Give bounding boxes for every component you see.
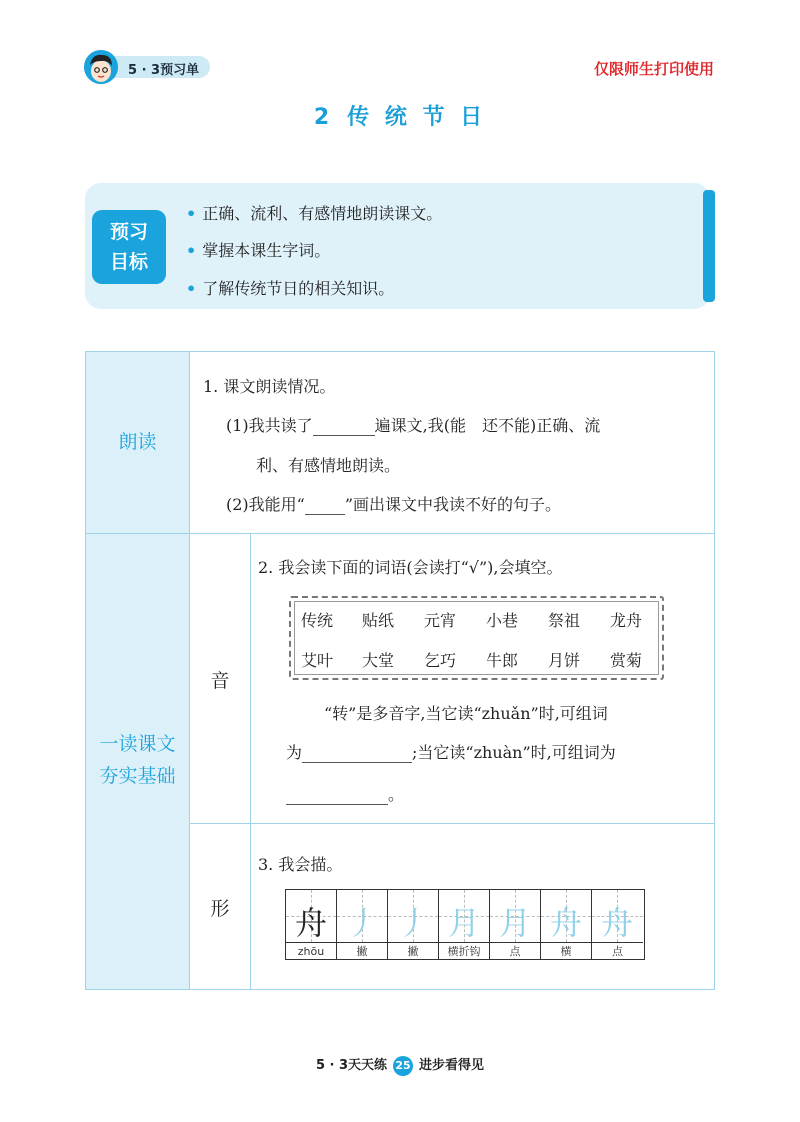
page-title [0, 100, 800, 131]
goal-item: • 了解传统节日的相关知识。 [186, 279, 395, 298]
stroke-caption: 点 [490, 942, 541, 960]
bullet-icon: • [186, 279, 197, 298]
blank-field[interactable] [302, 745, 412, 763]
reading-label: 朗读 [118, 431, 157, 453]
word-item: 传统 [301, 611, 334, 630]
polyphone-text: “转”是多音字,当它读“zhuǎn”时,可组词 [324, 704, 608, 723]
word-item: 龙舟 [610, 611, 643, 630]
goal-item: • 正确、流利、有感情地朗读课文。 [186, 204, 443, 223]
stroke-caption: 点 [592, 942, 643, 960]
section-label: 一读课文 夯实基础 [99, 733, 176, 787]
blank-field[interactable] [305, 497, 345, 515]
stroke-cell[interactable]: 舟 [541, 890, 592, 942]
question-1a: (1)我共读了 遍课文,我(能 还不能)正确、流 [226, 416, 601, 435]
stroke-cell[interactable]: 舟 [592, 890, 643, 942]
word-item: 月饼 [548, 651, 581, 670]
word-box [289, 596, 664, 680]
goals-tag-line2: 目标 [109, 251, 148, 273]
char-cell: 舟 [286, 890, 337, 942]
goals-accent-bar [703, 190, 715, 302]
word-item: 大堂 [362, 651, 395, 670]
stroke-caption: 横折钩 [439, 942, 490, 960]
polyphone-text-2: 为 ;当它读“zhuàn”时,可组词为 [286, 743, 616, 762]
footer-left: 5 · 3天天练 [315, 1058, 388, 1073]
stroke-cell[interactable]: 月 [439, 890, 490, 942]
mascot-face-icon [84, 50, 118, 84]
word-item: 乞巧 [424, 651, 457, 670]
question-1b: (2)我能用“ ”画出课文中我读不好的句子。 [226, 495, 562, 514]
goals-tag-line1: 预习 [109, 221, 148, 243]
brand-badge [84, 50, 210, 84]
word-item: 小巷 [486, 611, 519, 630]
pinyin-caption: zhōu [286, 942, 337, 960]
word-item: 赏菊 [610, 651, 643, 670]
table-border-right [714, 351, 715, 990]
question-3-title: 3. 我会描。 [258, 855, 343, 874]
sound-label: 音 [210, 670, 230, 692]
goal-item: • 掌握本课生字词。 [186, 241, 331, 260]
lesson-title: 传 统 节 日 [347, 105, 487, 130]
table-border-bottom [85, 989, 715, 990]
page-number: 25 [393, 1056, 413, 1076]
stroke-order-grid [285, 889, 645, 960]
blank-field[interactable] [286, 787, 388, 805]
question-1a-line2: 利、有感情地朗读。 [256, 456, 401, 475]
shape-label: 形 [210, 898, 230, 920]
word-item: 牛郎 [486, 651, 519, 670]
print-notice: 仅限师生打印使用 [593, 60, 714, 78]
word-item: 元宵 [424, 611, 457, 630]
stroke-caption: 撇 [388, 942, 439, 960]
lesson-number: 2 [313, 105, 334, 130]
goals-tag [92, 210, 166, 284]
word-item: 贴纸 [362, 611, 395, 630]
page-footer [0, 1054, 800, 1076]
word-item: 祭祖 [548, 611, 581, 630]
table-divider [250, 533, 251, 990]
bullet-icon: • [186, 204, 197, 223]
stroke-cell[interactable]: 丿 [337, 890, 388, 942]
footer-right: 进步看得见 [419, 1058, 485, 1073]
stroke-caption: 撇 [337, 942, 388, 960]
table-divider [189, 823, 715, 824]
stroke-caption: 横 [541, 942, 592, 960]
bullet-icon: • [186, 241, 197, 260]
question-1-title: 1. 课文朗读情况。 [203, 377, 336, 396]
question-2-title: 2. 我会读下面的词语(会读打“√”),会填空。 [258, 558, 563, 577]
table-border-top [85, 351, 715, 352]
table-divider [85, 533, 715, 534]
stroke-cell[interactable]: 月 [490, 890, 541, 942]
stroke-cell[interactable]: 丿 [388, 890, 439, 942]
blank-field[interactable] [313, 418, 375, 436]
polyphone-text-3: 。 [286, 782, 404, 805]
badge-text: 5 · 3预习单 [128, 63, 200, 78]
word-item: 艾叶 [301, 651, 334, 670]
